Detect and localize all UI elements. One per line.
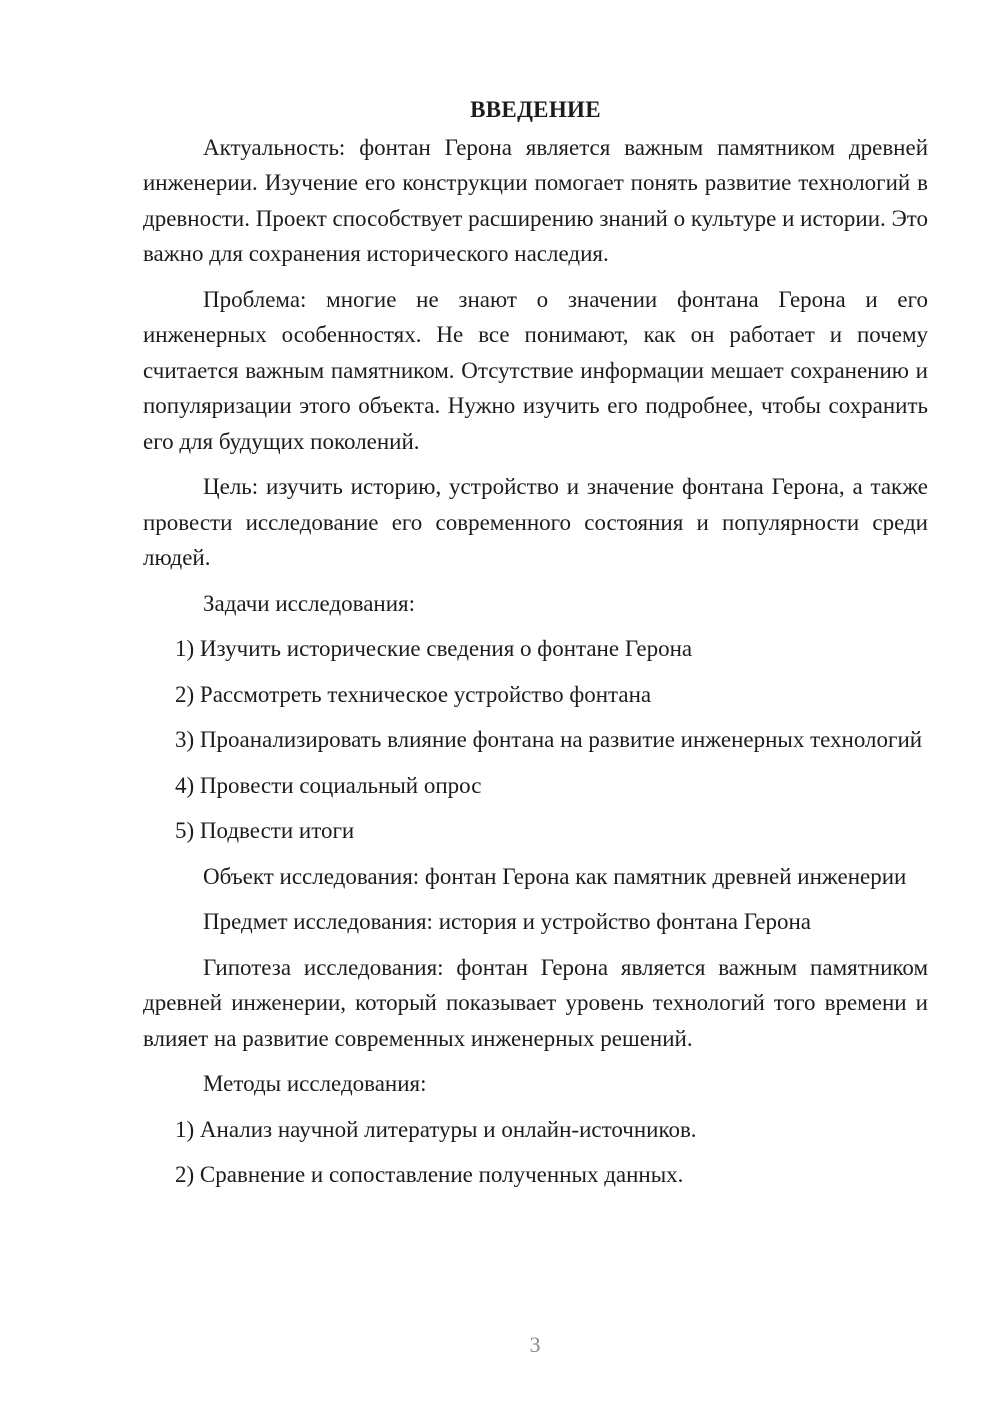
object-paragraph: Объект исследования: фонтан Герона как памятник древней инженерии — [203, 863, 907, 889]
goal-paragraph: Цель: изучить историю, устройство и значение фонтана Герона, а также провести исследование его современного состояния и популярности среди людей. — [143, 474, 928, 570]
section-title: ВВЕДЕНИЕ — [470, 97, 601, 122]
task-item: 5) Подвести итоги — [175, 818, 355, 843]
method-item: 1) Анализ научной литературы и онлайн-источников. — [175, 1116, 697, 1142]
subject-paragraph: Предмет исследования: история и устройство фонтана Герона — [203, 909, 812, 934]
task-item: 3) Проанализировать влияние фонтана на развитие инженерных технологий — [175, 727, 923, 752]
problem-paragraph: Проблема: многие не знают о значении фонтана Герона и его инженерных особенностях. Не все понимают, как он работает и почему считается важным памятником. Отсутствие информации мешает сохранению и популяризации этого объекта. Нужно изучить его подробнее, чтобы сохранить его для будущих поколений. — [143, 286, 928, 454]
task-item: 1) Изучить исторические сведения о фонтане Герона — [175, 636, 693, 661]
relevance-paragraph: Актуальность: фонтан Герона является важным памятником древней инженерии. Изучение его конструкции помогает понять развитие технологий в древности. Проект способствует расширению знаний о культуре и истории. Это важно для сохранения исторического наследия. — [143, 134, 928, 266]
method-item: 2) Сравнение и сопоставление полученных данных. — [175, 1162, 684, 1187]
hypothesis-paragraph: Гипотеза исследования: фонтан Герона является важным памятником древней инженерии, который показывает уровень технологий того времени и влияет на развитие современных инженерных решений. — [143, 954, 928, 1051]
methods-heading: Методы исследования: — [203, 1071, 427, 1096]
tasks-heading: Задачи исследования: — [203, 590, 416, 616]
page-number: 3 — [529, 1332, 541, 1357]
task-item: 2) Рассмотреть техническое устройство фонтана — [175, 681, 652, 707]
page-content — [143, 92, 928, 1203]
task-item: 4) Провести социальный опрос — [175, 772, 482, 798]
